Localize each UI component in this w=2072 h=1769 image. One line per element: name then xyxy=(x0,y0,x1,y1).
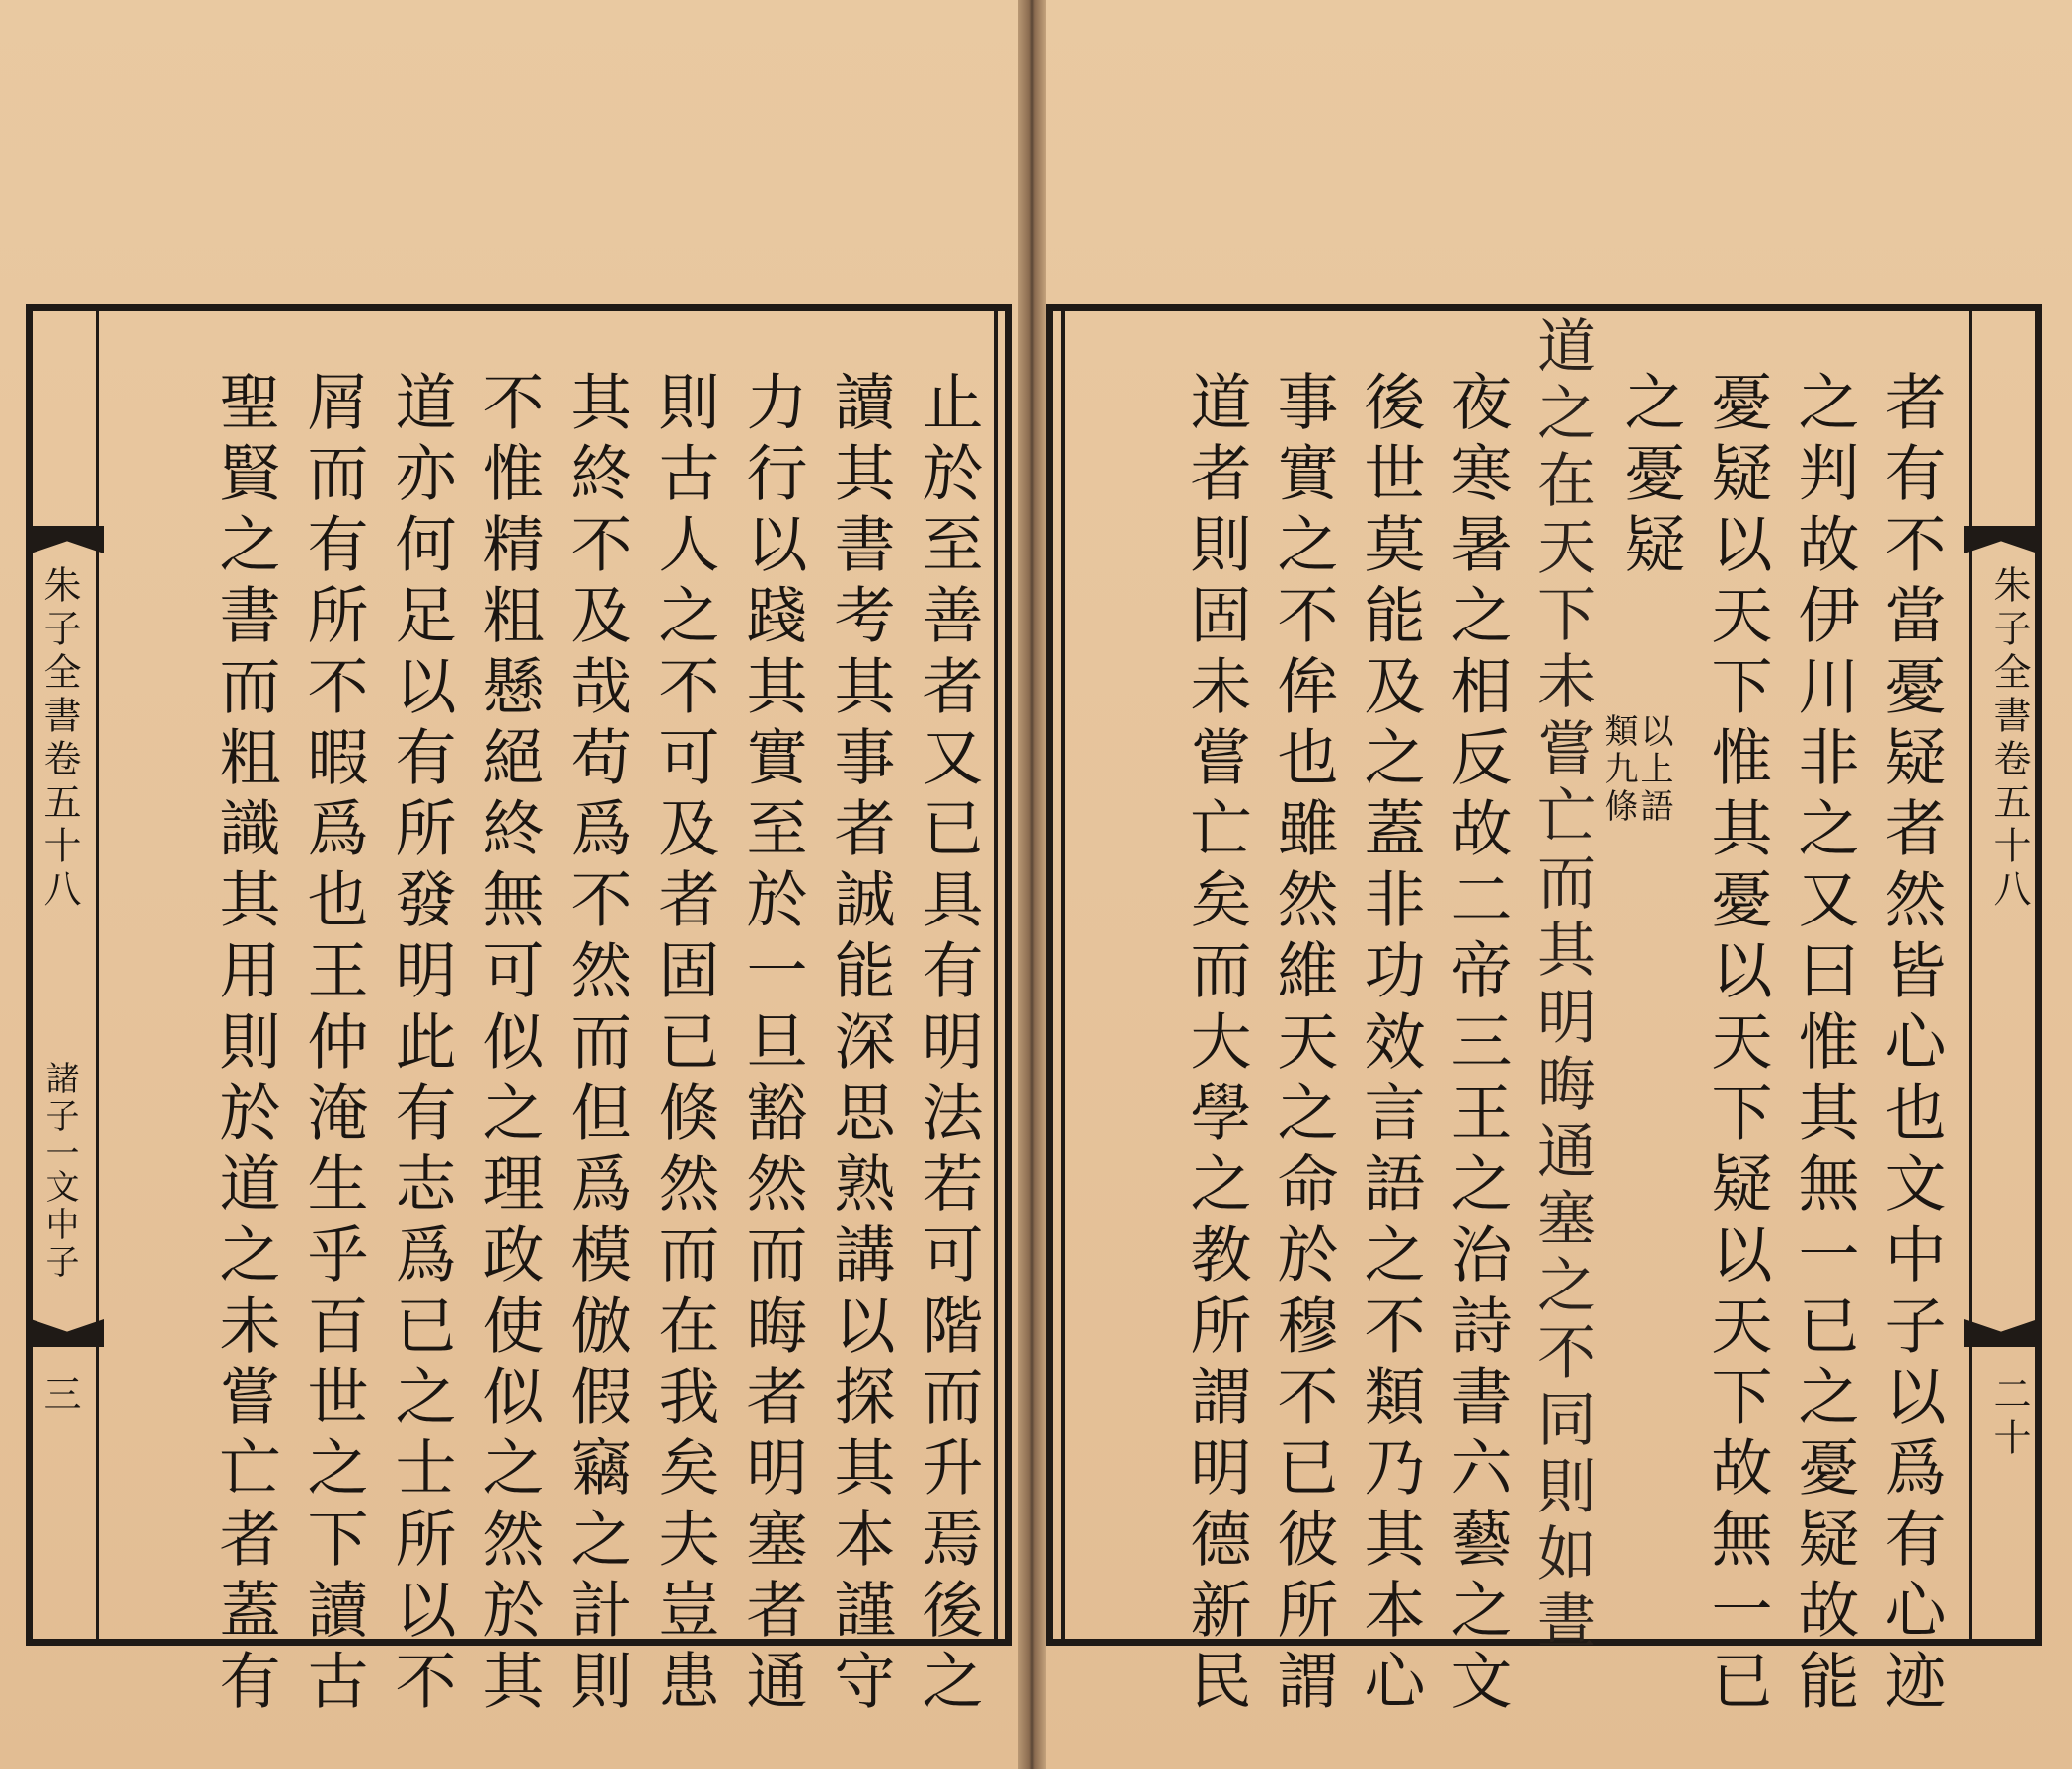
text-column: 道者則固未嘗亡矣而大學之教所謂明德新民 xyxy=(1180,370,1252,1720)
left-margin-name: 文中子 xyxy=(39,1169,79,1282)
right-page-frame xyxy=(1046,304,2042,1720)
annotation-line-1: 以上語 xyxy=(1634,713,1673,826)
text-column: 讀其書考其事者誠能深思熟講以探其本謹守 xyxy=(824,370,896,1720)
margin-rule xyxy=(96,311,99,1639)
left-page-number: 三 xyxy=(37,1374,81,1418)
book-gutter xyxy=(1018,0,1046,1769)
annotation-line-2: 類九條 xyxy=(1598,713,1638,826)
text-column: 道亦何足以有所發明此有志爲已之士所以不 xyxy=(385,370,457,1720)
fish-tail-mark-top xyxy=(31,526,104,553)
text-column: 夜寒暑之相反故二帝三王之治詩書六藝之文 xyxy=(1441,370,1513,1720)
text-column: 後世莫能及之蓋非功效言語之不類乃其本心 xyxy=(1354,370,1426,1720)
left-margin-title: 朱子全書卷五十八 xyxy=(37,565,81,913)
text-column: 憂疑以天下惟其憂以天下疑以天下故無一已 xyxy=(1701,370,1773,1720)
left-page xyxy=(0,0,1018,1769)
text-column: 不惟精粗懸絕終無可似之理政使似之然於其 xyxy=(473,370,545,1720)
text-column: 其終不及哉苟爲不然而但爲模倣假竊之計則 xyxy=(560,370,632,1720)
text-column: 屑而有所不暇爲也王仲淹生乎百世之下讀古 xyxy=(297,370,369,1720)
text-column: 事實之不侔也雖然維天之命於穆不已彼所謂 xyxy=(1267,370,1339,1720)
margin-rule xyxy=(1969,311,1972,1639)
fish-tail-mark-bottom xyxy=(31,1319,104,1347)
text-column: 之判故伊川非之又曰惟其無一已之憂疑故能 xyxy=(1788,370,1860,1720)
right-page xyxy=(1046,0,2072,1769)
text-column: 道之在天下未嘗亡而其明晦通塞之不同則如晝 xyxy=(1527,315,1596,1657)
text-column: 聖賢之書而粗識其用則於道之未嘗亡者蓋有 xyxy=(209,370,281,1720)
fish-tail-mark-top xyxy=(1964,526,2037,553)
text-column: 止於至善者又已具有明法若可階而升焉後之 xyxy=(912,370,984,1720)
right-page-number: 二十 xyxy=(1987,1374,2031,1461)
left-page-frame xyxy=(26,304,1012,1720)
text-column: 之憂疑 xyxy=(1614,370,1686,583)
inner-rule xyxy=(1061,311,1065,1639)
text-column: 者有不當憂疑者然皆心也文中子以爲有心迹 xyxy=(1875,370,1947,1720)
text-column: 則古人之不可及者固已倏然而在我矣夫豈患 xyxy=(648,370,720,1720)
right-margin-title: 朱子全書卷五十八 xyxy=(1987,565,2031,913)
inner-rule xyxy=(994,311,998,1639)
left-margin-section: 諸子一 xyxy=(39,1061,79,1173)
fish-tail-mark-bottom xyxy=(1964,1319,2037,1347)
text-column: 力行以踐其實至於一旦豁然而晦者明塞者通 xyxy=(736,370,808,1720)
